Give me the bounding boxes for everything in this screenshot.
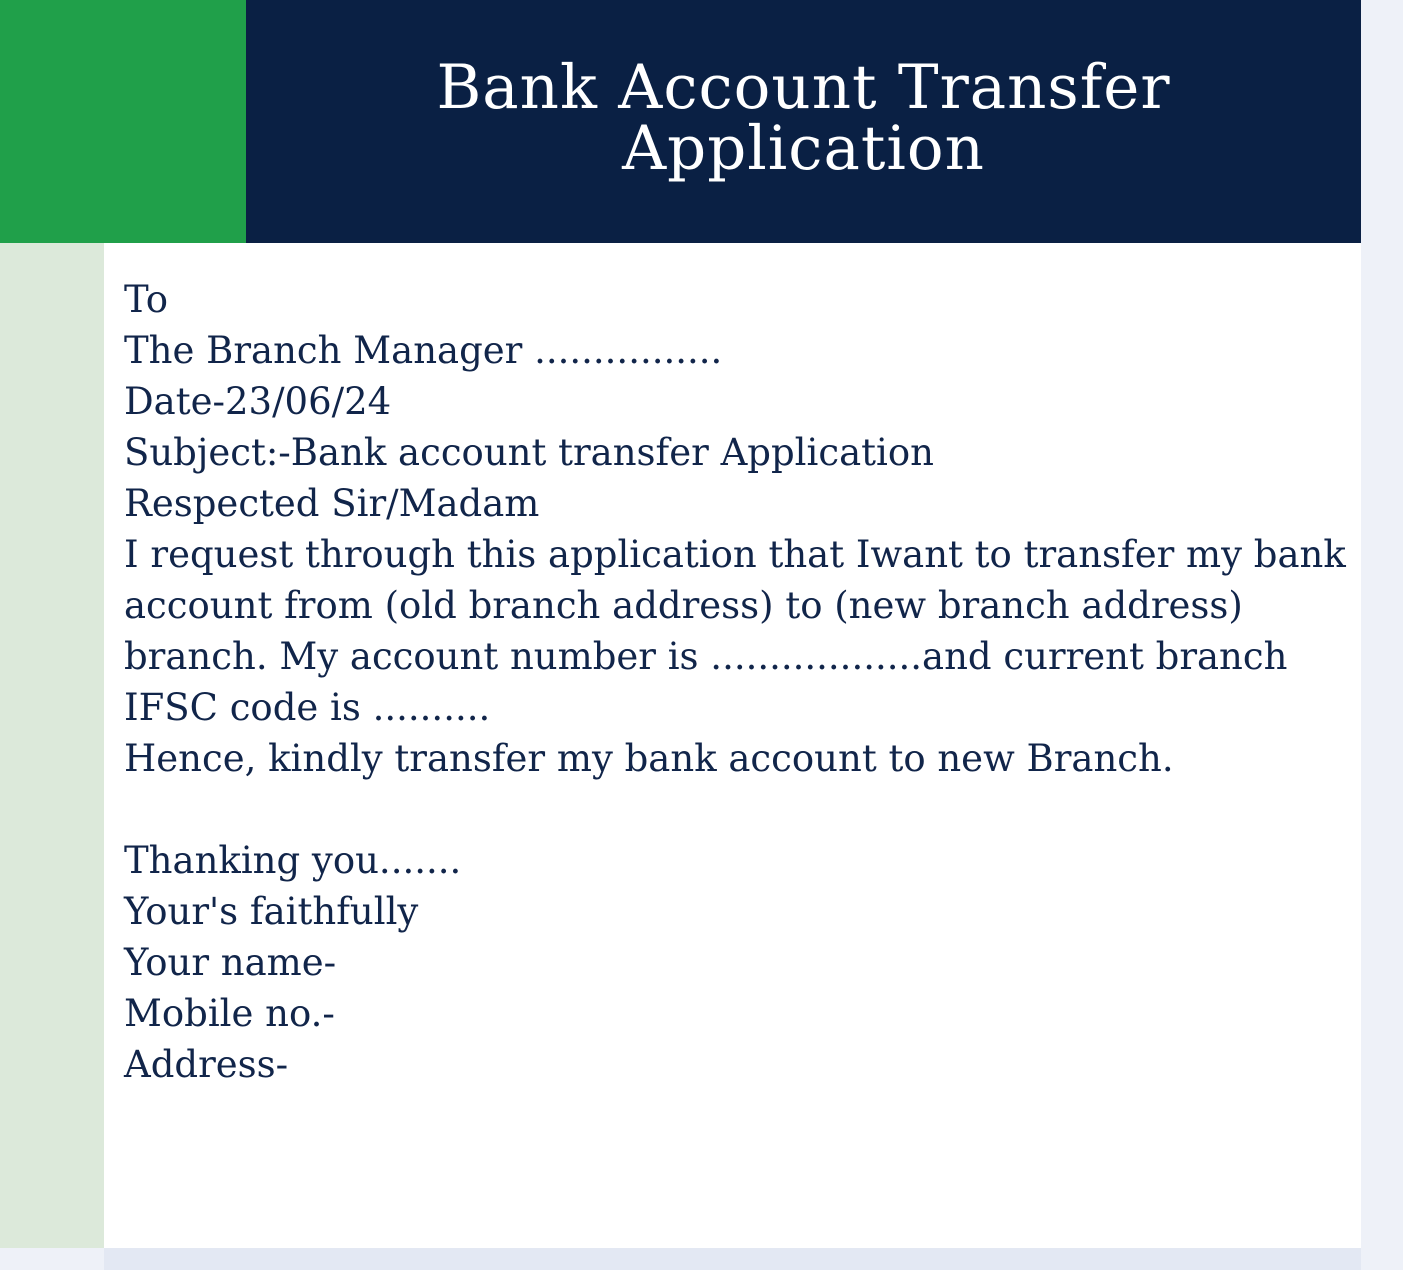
letter-line: branch. My account number is ..................and current branch: [124, 635, 1288, 678]
letter-line: I request through this application that Iwant to transfer my bank: [124, 533, 1346, 576]
page-title: Bank Account Transfer Application: [436, 51, 1171, 184]
letter-line: Your's faithfully: [124, 890, 419, 933]
letter-line: Date-23/06/24: [124, 380, 392, 423]
letter-line: Thanking you.......: [124, 839, 462, 882]
green-accent-block: [0, 0, 246, 243]
letter-line: Your name-: [124, 941, 337, 984]
letter-line: account from (old branch address) to (new branch address): [124, 584, 1243, 627]
right-margin-strip: [1361, 0, 1403, 1270]
document-header-bar: [246, 0, 1361, 243]
bottom-margin-strip: [104, 1248, 1361, 1270]
letter-line: The Branch Manager ................: [124, 329, 723, 372]
letter-blank-line: [124, 784, 1364, 835]
letter-body: [124, 274, 1364, 1090]
letter-line: To: [124, 278, 169, 321]
letter-line: Mobile no.-: [124, 992, 335, 1035]
letter-line: Respected Sir/Madam: [124, 482, 540, 525]
letter-line: Hence, kindly transfer my bank account to new Branch.: [124, 737, 1174, 780]
left-margin-strip: [0, 243, 104, 1248]
letter-line: Address-: [124, 1043, 289, 1086]
letter-line: Subject:-Bank account transfer Application: [124, 431, 934, 474]
letter-line: IFSC code is ..........: [124, 686, 491, 729]
